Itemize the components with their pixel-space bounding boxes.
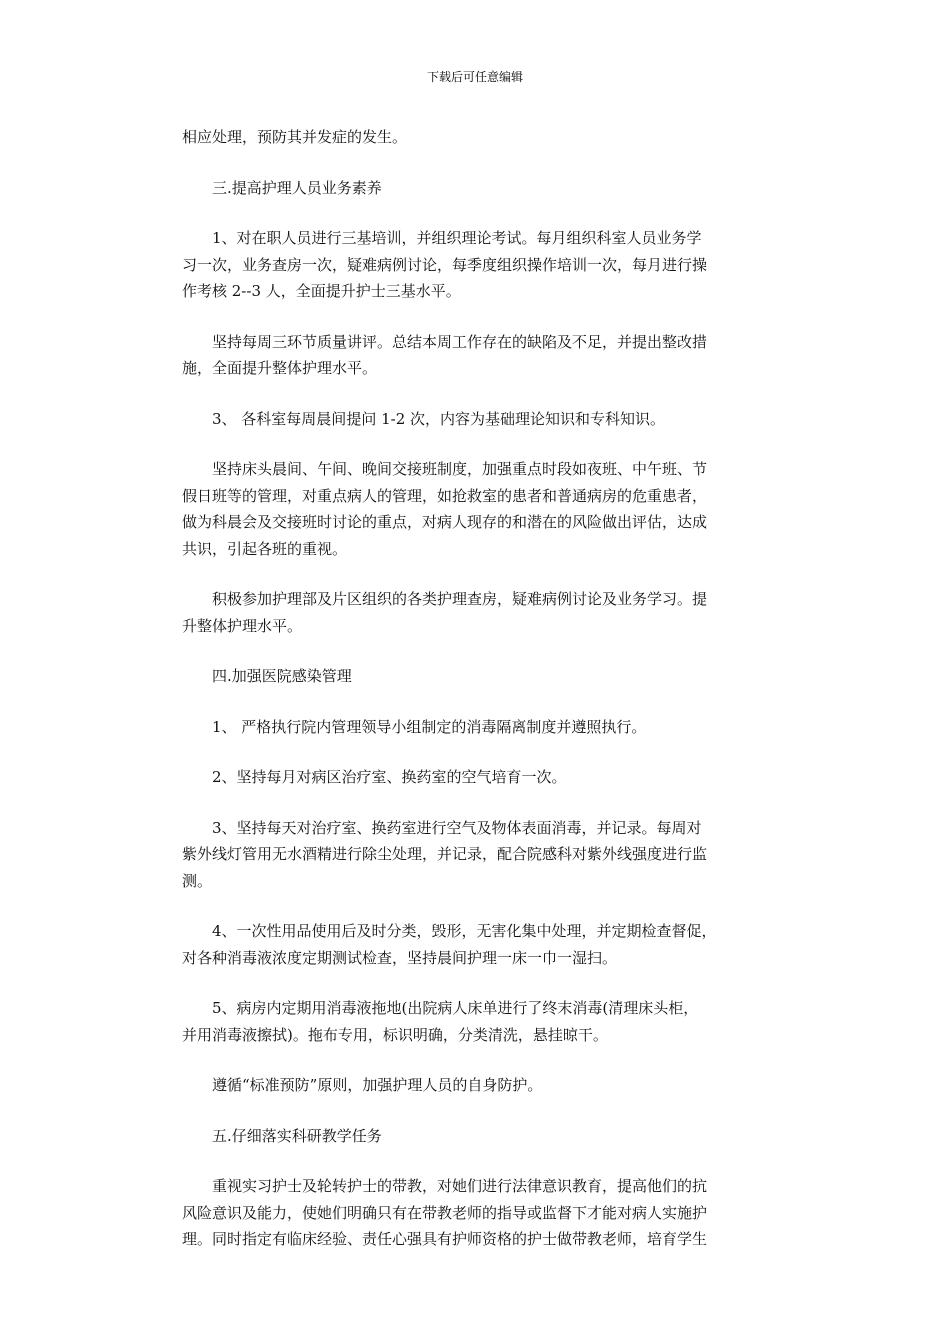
- text-line: 做为科晨会及交接班时讨论的重点，对病人现存的和潜在的风险做出评估，达成: [182, 513, 708, 531]
- section-heading: [182, 175, 772, 202]
- text-line: 5、病房内定期用消毒液拖地(出院病人床单进行了终末消毒(清理床头柜，: [182, 999, 699, 1017]
- paragraph: [182, 918, 772, 971]
- paragraph: [182, 714, 772, 741]
- text-line: 升整体护理水平。: [182, 616, 303, 635]
- text-line: 2、坚持每月对病区治疗室、换药室的空气培育一次。: [182, 768, 567, 786]
- paragraph: [182, 815, 772, 895]
- text-line: 四.加强医院感染管理: [182, 667, 352, 685]
- section-heading: [182, 1123, 772, 1150]
- text-line: 共识，引起各班的重视。: [182, 539, 348, 558]
- paragraph: [182, 1173, 772, 1253]
- paragraph: [182, 406, 772, 433]
- text-line: 积极参加护理部及片区组织的各类护理查房，疑难病例讨论及业务学习。提: [182, 590, 708, 608]
- paragraph: [182, 456, 772, 562]
- text-line: 1、对在职人员进行三基培训，并组织理论考试。每月组织科室人员业务学: [182, 229, 702, 247]
- text-line: 坚持每周三环节质量讲评。总结本周工作存在的缺陷及不足，并提出整改措: [182, 332, 708, 351]
- paragraph: [182, 225, 772, 305]
- text-line: 3、坚持每天对治疗室、换药室进行空气及物体表面消毒，并记录。每周对: [182, 818, 702, 837]
- text-line: 遵循“标准预防”原则，加强护理人员的自身防护。: [182, 1076, 543, 1094]
- text-line: 重视实习护士及轮转护士的带教，对她们进行法律意识教育，提高他们的抗: [182, 1177, 708, 1195]
- text-line: 测。: [182, 871, 213, 890]
- text-line: 并用消毒液擦拭)。拖布专用，标识明确，分类清洗，悬挂晾干。: [182, 1025, 608, 1044]
- text-line: 风险意识及能力，使她们明确只有在带教老师的指导或监督下才能对病人实施护: [182, 1203, 708, 1222]
- paragraph: [182, 1072, 772, 1099]
- document-body: [182, 124, 772, 1253]
- text-line: 作考核 2--3 人，全面提升护士三基水平。: [182, 282, 461, 300]
- paragraph: [182, 124, 772, 151]
- section-heading: [182, 663, 772, 690]
- text-line: 五.仔细落实科研教学任务: [182, 1126, 382, 1145]
- text-line: 对各种消毒液浓度定期测试检查，坚持晨间护理一床一巾一湿扫。: [182, 948, 618, 967]
- text-line: 施，全面提升整体护理水平。: [182, 359, 378, 377]
- download-note: 下载后可任意编辑: [426, 70, 523, 84]
- text-line: 3、 各科室每周晨间提问 1-2 次，内容为基础理论知识和专科知识。: [182, 409, 666, 428]
- text-line: 理。同时指定有临床经验、责任心强具有护师资格的护士做带教老师，培育学生: [182, 1230, 708, 1248]
- text-line: 坚持床头晨间、午间、晚间交接班制度，加强重点时段如夜班、中午班、节: [182, 460, 708, 478]
- text-line: 相应处理，预防其并发症的发生。: [182, 128, 408, 146]
- text-line: 三.提高护理人员业务素养: [182, 178, 382, 197]
- text-line: 紫外线灯管用无水酒精进行除尘处理，并记录，配合院感科对紫外线强度进行监: [182, 845, 708, 863]
- text-line: 假日班等的管理，对重点病人的管理，如抢救室的患者和普通病房的危重患者，: [182, 486, 708, 505]
- paragraph: [182, 995, 772, 1048]
- text-line: 1、 严格执行院内管理领导小组制定的消毒隔离制度并遵照执行。: [182, 717, 647, 736]
- text-line: 习一次，业务查房一次，疑难病例讨论，每季度组织操作培训一次，每月进行操: [182, 255, 708, 274]
- text-line: 4、一次性用品使用后及时分类，毁形，无害化集中处理，并定期检查督促，: [182, 922, 717, 940]
- paragraph: [182, 764, 772, 791]
- paragraph: [182, 329, 772, 382]
- paragraph: [182, 586, 772, 639]
